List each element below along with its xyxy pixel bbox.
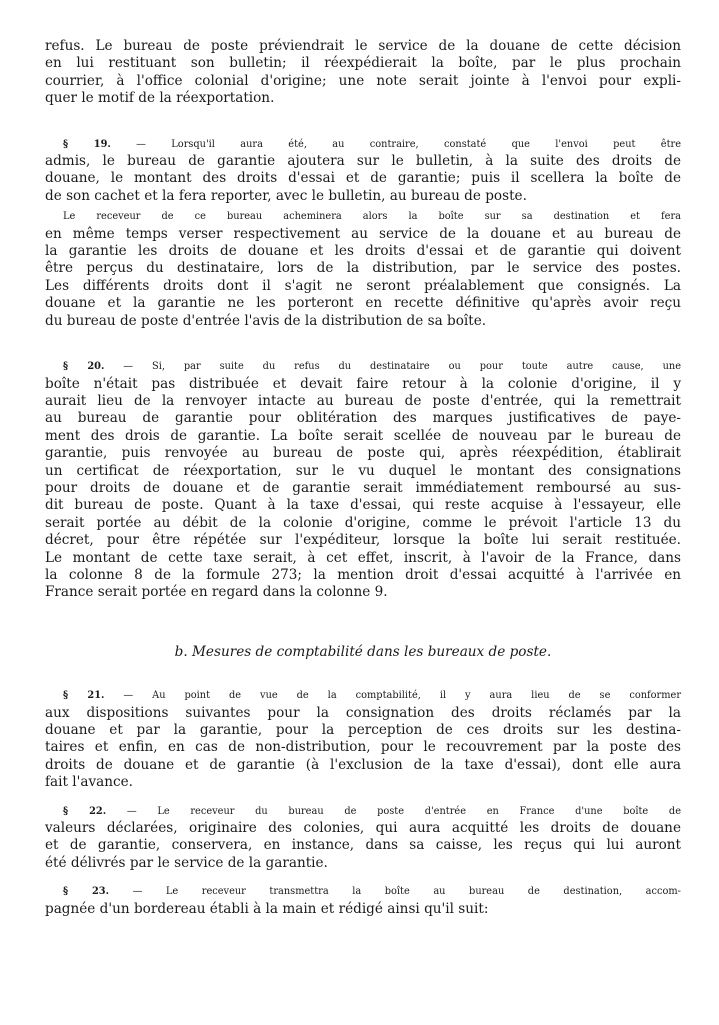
text-line: en lui restituant son bulletin; il réexpédierait la boîte, par le plus prochain: [45, 55, 681, 72]
paragraph-intro: [45, 38, 681, 108]
text-line: la colonne 8 de la formule 273; la mention droit d'essai acquitté à l'arrivée en: [45, 566, 681, 583]
text-line: § 20. — Si, par suite du refus du destinataire ou pour toute autre cause, une: [63, 361, 681, 373]
text-line: garantie, puis renvoyée au bureau de poste qui, après réexpédition, établirait: [45, 445, 681, 462]
text-line: un certificat de réexportation, sur le vu duquel le montant des consignations: [45, 462, 681, 479]
text-line: Le montant de cette taxe serait, à cet effet, inscrit, à l'avoir de la France, dans: [45, 549, 681, 566]
section-heading: [45, 644, 681, 661]
text-line: douane et par la garantie, pour la perception de ces droits sur les destina-: [45, 722, 681, 738]
text-line: la garantie les droits de douane et les droits d'essai et de garantie qui doivent: [45, 243, 681, 260]
paragraph-section-19: [45, 136, 681, 206]
text-line: § 21. — Au point de vue de la comptabilité, il y aura lieu de se conformer: [63, 690, 682, 702]
text-line: décret, pour être répétée sur l'expéditeur, lorsque la boîte lui serait restituée.: [45, 532, 681, 549]
text-line: pour droits de douane et de garantie serait immédiatement remboursé au sus-: [45, 479, 681, 496]
text-line: en même temps verser respectivement au service de la douane et au bureau de: [45, 225, 681, 242]
text-line: Le receveur de ce bureau acheminera alors la boîte sur sa destination et fera: [63, 211, 681, 223]
text-line: et de garantie, conservera, en instance, dans sa caisse, les reçus qui lui auront: [45, 837, 681, 854]
text-line: § 22. — Le receveur du bureau de poste d'entrée en France d'une boîte de: [63, 805, 681, 817]
paragraph-section-19-cont: [45, 208, 681, 330]
text-line: refus. Le bureau de poste préviendrait le service de la douane de cette décision: [45, 38, 681, 54]
text-line: être perçus du destinataire, lors de la distribution, par le service des postes.: [45, 260, 681, 277]
paragraph-section-22: [45, 803, 681, 873]
text-line: admis, le bureau de garantie ajoutera sur le bulletin, à la suite des droits de: [45, 153, 681, 170]
text-line: § 19. — Lorsqu'il aura été, au contraire, constaté que l'envoi peut être: [63, 138, 681, 150]
paragraph-section-20: [45, 358, 681, 602]
text-line: au bureau de garantie pour oblitération des marques justificatives de paye-: [45, 410, 681, 427]
text-line: pagnée d'un bordereau établi à la main et rédigé ainsi qu'il suit:: [45, 900, 489, 917]
paragraph-section-23: [45, 883, 681, 918]
text-line: aux dispositions suivantes pour la consignation des droits réclamés par la: [45, 704, 681, 721]
text-line: valeurs déclarées, originaire des colonies, qui aura acquitté les droits de douane: [45, 820, 681, 837]
text-line: France serait portée en regard dans la colonne 9.: [45, 584, 388, 601]
text-line: douane et la garantie ne les porteront en recette définitive qu'après avoir reçu: [45, 295, 681, 312]
text-line: serait portée au débit de la colonie d'origine, comme le prévoit l'article 13 du: [45, 514, 681, 531]
paragraph-section-21: [45, 687, 681, 791]
text-line: courrier, à l'office colonial d'origine; une note serait jointe à l'envoi pour expli-: [45, 72, 681, 89]
text-line: taires et enfin, en cas de non-distribution, pour le recouvrement par la poste des: [45, 739, 681, 756]
text-line: dit bureau de poste. Quant à la taxe d'essai, qui reste acquise à l'essayeur, elle: [45, 497, 681, 514]
text-line: du bureau de poste d'entrée l'avis de la distribution de sa boîte.: [45, 312, 487, 329]
text-line: droits de douane et de garantie (à l'exclusion de la taxe d'essai), dont elle aura: [45, 756, 681, 773]
section-heading-text: b. Mesures de comptabilité dans les bureaux de poste.: [174, 643, 552, 660]
text-line: boîte n'était pas distribuée et devait faire retour à la colonie d'origine, il y: [45, 375, 681, 392]
text-line: aurait lieu de la renvoyer intacte au bureau de poste d'entrée, qui la remettrait: [45, 392, 681, 409]
text-line: fait l'avance.: [45, 774, 133, 791]
text-line: douane, le montant des droits d'essai et de garantie; puis il scellera la boîte de: [45, 170, 681, 187]
text-line: été délivrés par le service de la garantie.: [45, 854, 328, 871]
text-line: Les différents droits dont il s'agit ne seront préalablement que consignés. La: [45, 277, 681, 294]
text-line: ment des drois de garantie. La boîte serait scellée de nouveau par le bureau de: [45, 427, 681, 444]
text-line: § 23. — Le receveur transmettra la boîte au bureau de destination, accom-: [63, 886, 681, 898]
text-line: de son cachet et la fera reporter, avec le bulletin, au bureau de poste.: [45, 187, 527, 204]
text-line: quer le motif de la réexportation.: [45, 90, 275, 107]
